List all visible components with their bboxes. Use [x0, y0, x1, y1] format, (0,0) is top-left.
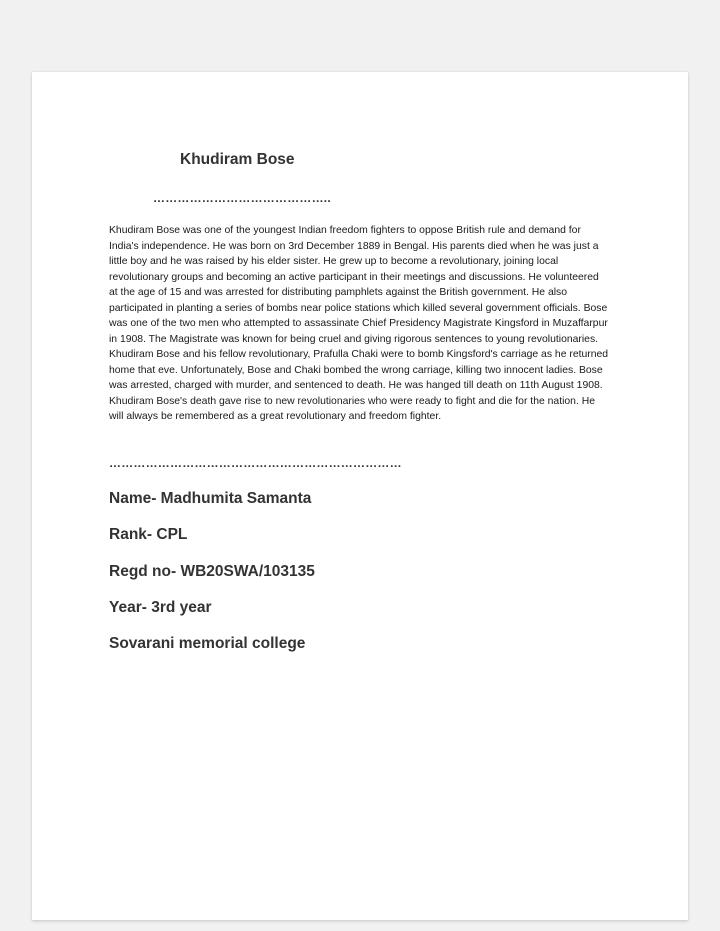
document-title: Khudiram Bose	[180, 151, 295, 168]
college-name: Sovarani memorial college	[109, 635, 306, 652]
registration-number: Regd no- WB20SWA/103135	[109, 563, 315, 580]
student-rank: Rank- CPL	[109, 526, 188, 543]
student-name: Name- Madhumita Samanta	[109, 490, 312, 507]
document-page	[32, 72, 688, 920]
dotted-separator-top: ……………………………………..	[153, 191, 331, 205]
student-year: Year- 3rd year	[109, 599, 212, 616]
dotted-separator-bottom: ………………………………………………………………	[109, 456, 402, 470]
essay-paragraph: Khudiram Bose was one of the youngest Indian freedom fighters to oppose British rule and demand for India's independence. He was born on 3rd December 1889 in Bengal. His parents died when he was just a little boy and he was raised by his elder sister. He grew up to become a revolutionary, joining local revolutionary groups and becoming an active participant in their meetings and discussions. He volunteered at the age of 15 and was arrested for distributing pamphlets against the British government. He also participated in planting a series of bombs near police stations which killed several government officials. Bose was one of the two men who attempted to assassinate Chief Presidency Magistrate Kingsford in Muzaffarpur in 1908. The Magistrate was known for being cruel and giving rigorous sentences to young revolutionaries. Khudiram Bose and his fellow revolutionary, Prafulla Chaki were to bomb Kingsford's carriage as he returned home that eve. Unfortunately, Bose and Chaki bombed the wrong carriage, killing two innocent ladies. Bose was arrested, charged with murder, and sentenced to death. He was hanged till death on 11th August 1908. Khudiram Bose's death gave rise to new revolutionaries who were ready to fight and die for the nation. He will always be remembered as a great revolutionary and freedom fighter.	[109, 225, 609, 422]
